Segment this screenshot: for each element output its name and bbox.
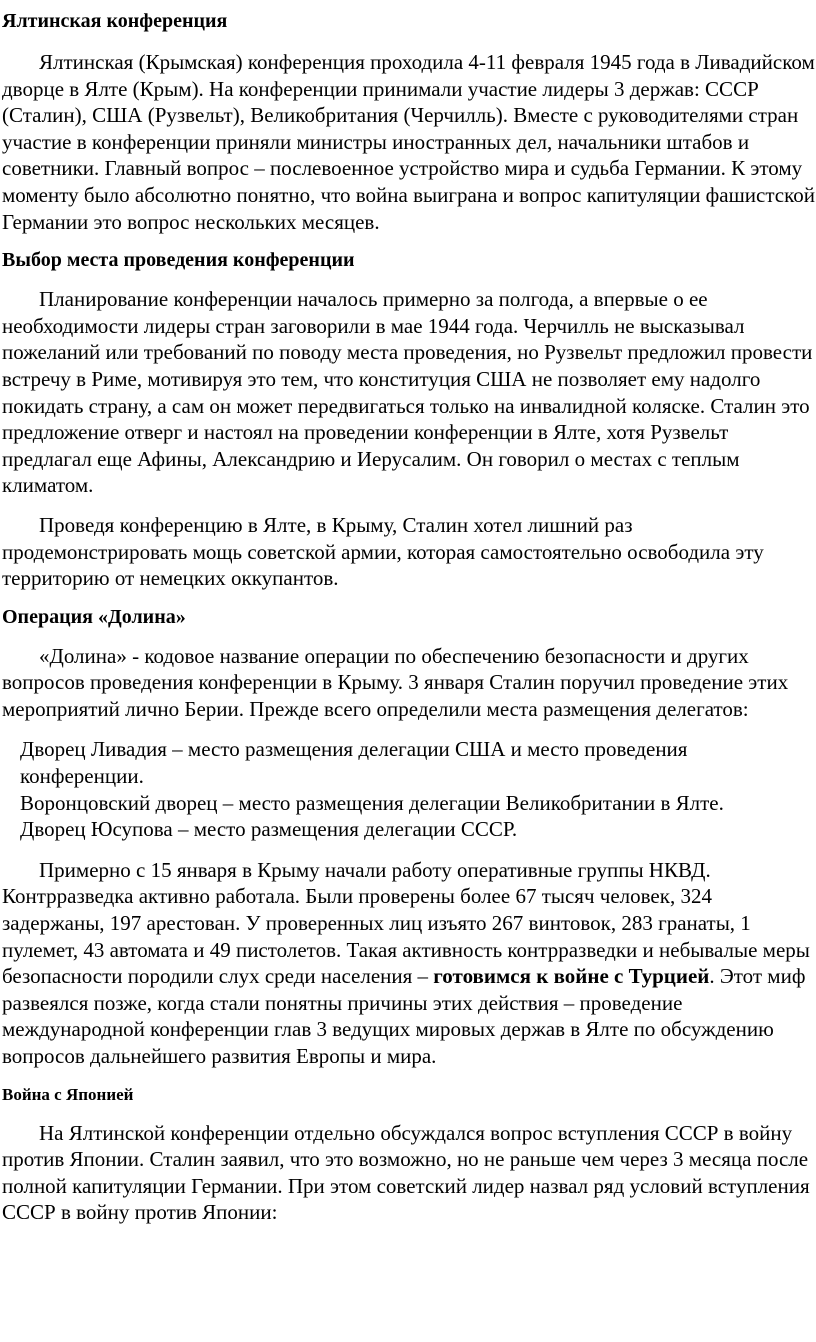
paragraph-nkvd-bold-rumor: готовимся к войне с Турцией (433, 964, 710, 989)
section-heading-operation: Операция «Долина» (2, 605, 186, 628)
paragraph-nkvd (2, 857, 816, 1070)
section-heading-japan: Война с Японией (2, 1084, 134, 1104)
list-item: Воронцовский дворец – место размещения делегации Великобритании в Ялте. (20, 790, 724, 815)
list-item: Дворец Ливадия – место размещения делегации США и место проведения конференции. (20, 737, 688, 789)
list-item: Дворец Юсупова – место размещения делегации СССР. (20, 817, 518, 842)
paragraph-nkvd-text-before: Примерно с 15 января в Крыму начали работу оперативные группы НКВД. Контрразведка активно работала. Были проверены более 67 тысяч человек, 324 задержаны, 197 арестован. У проверенных лиц изъято 267 винтовок, 283 гранаты, 1 пулемет, 43 автомата и 49 пистолетов. Такая активность контрразведки и небывалые меры безопасности породили слух среди населения – (2, 857, 810, 989)
paragraph-nkvd-text-after: . Этот миф развеялся позже, когда стали понятны причины этих действия – проведение международной конференции глав 3 ведущих мировых держав в Ялте по обсуждению вопросов дальнейшего развития Европы и мира. (2, 964, 806, 1068)
paragraph-venue-planning: Планирование конференции началось примерно за полгода, а впервые о ее необходимости лидеры стран заговорили в мае 1944 года. Черчилль не высказывал пожеланий или требований по поводу места проведения, но Рузвельт предложил провести встречу в Риме, мотивируя это тем, что конституция США не позволяет ему надолго покидать страну, а сам он может передвигаться только на инвалидной коляске. Сталин это предложение отверг и настоял на проведении конференции в Ялте, хотя Рузвельт предлагал еще Афины, Александрию и Иерусалим. Он говорил о местах с теплым климатом. (2, 287, 813, 498)
paragraph-japan: На Ялтинской конференции отдельно обсуждался вопрос вступления СССР в войну против Японии. Сталин заявил, что это возможно, но не раньше чем через 3 месяца после полной капитуляции Германии. При этом советский лидер назвал ряд условий вступления СССР в войну против Японии: (2, 1120, 810, 1225)
paragraph-venue-reason: Проведя конференцию в Ялте, в Крыму, Сталин хотел лишний раз продемонстрировать мощь советской армии, которая самостоятельно освободила эту территорию от немецких оккупантов. (2, 512, 764, 591)
delegation-places-list (2, 736, 816, 842)
section-heading-yalta: Ялтинская конференция (2, 10, 228, 32)
paragraph-operation-intro: «Долина» - кодовое название операции по обеспечению безопасности и других вопросов проведения конференции в Крыму. 3 января Сталин поручил проведение этих мероприятий лично Берии. Прежде всего определили места размещения делегатов: (2, 643, 789, 721)
paragraph-yalta-intro: Ялтинская (Крымская) конференция проходила 4-11 февраля 1945 года в Ливадийском дворце в Ялте (Крым). На конференции принимали участие лидеры 3 держав: СССР (Сталин), США (Рузвельт), Великобритания (Черчилль). Вместе с руководителями стран участие в конференции приняли министры иностранных дел, начальники штабов и советники. Главный вопрос – послевоенное устройство мира и судьба Германии. К этому моменту было абсолютно понятно, что война выиграна и вопрос капитуляции фашистской Германии это вопрос нескольких месяцев. (2, 50, 815, 234)
section-heading-venue: Выбор места проведения конференции (2, 249, 355, 272)
